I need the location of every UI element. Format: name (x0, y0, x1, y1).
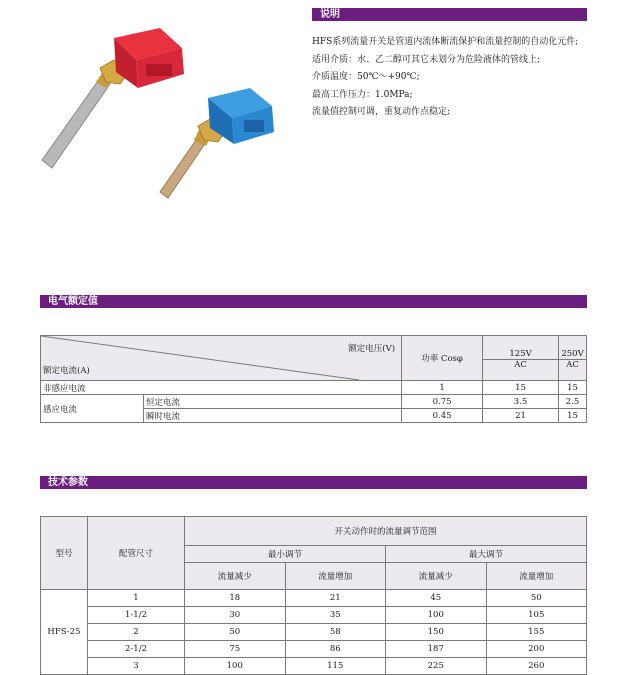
v125-cell: 21 (483, 409, 559, 423)
flow-range-header: 开关动作时的流量调节范围 (185, 517, 587, 546)
max-dec-cell: 45 (386, 590, 487, 607)
table-row (41, 395, 587, 409)
max-dec-cell: 225 (386, 658, 487, 675)
max-dec-cell: 187 (386, 641, 487, 658)
current-subtype-cell: 恒定电流 (144, 395, 402, 409)
max-inc-cell: 105 (486, 607, 587, 624)
model-cell: HFS-25 (41, 590, 88, 675)
blue-flow-switch-image (150, 80, 290, 200)
current-type-cell: 非感应电流 (41, 381, 402, 395)
min-inc-cell: 35 (285, 607, 386, 624)
description-section-bar: 说明 (312, 8, 587, 21)
max-inc-cell: 155 (486, 624, 587, 641)
max-dec-cell: 100 (386, 607, 487, 624)
electrical-ratings-section-bar: 电气额定值 (40, 295, 587, 308)
max-inc-cell: 260 (486, 658, 587, 675)
max-dec-cell: 150 (386, 624, 487, 641)
max-inc-cell: 50 (486, 590, 587, 607)
current-subtype-cell: 瞬时电流 (144, 409, 402, 423)
desc-line-5: 流量值控制可调，重复动作点稳定; (312, 107, 451, 117)
table-header-row (41, 517, 587, 546)
rated-current-label: 额定电流(A) (43, 366, 90, 376)
desc-line-1: HFS系列流量开关是管道内流体断流保护和流量控制的自动化元件; (312, 37, 579, 47)
current-type-cell: 感应电流 (41, 395, 144, 423)
table-row (41, 641, 587, 658)
technical-parameters-table (40, 516, 587, 675)
pipe-size-header: 配管尺寸 (88, 517, 185, 590)
electrical-ratings-table (40, 335, 587, 423)
min-inc-cell: 21 (285, 590, 386, 607)
v250-ac-label: AC (559, 359, 587, 380)
min-inc-cell: 115 (285, 658, 386, 675)
min-flow-increase-header: 流量增加 (285, 563, 386, 590)
v125-header: 125V (483, 336, 559, 360)
min-inc-cell: 86 (285, 641, 386, 658)
max-adjust-header: 最大调节 (386, 546, 587, 563)
diagonal-header-cell (41, 336, 402, 381)
desc-line-3: 介质温度：50℃～+90℃; (312, 72, 420, 82)
table-row (41, 590, 587, 607)
min-dec-cell: 100 (185, 658, 286, 675)
max-flow-decrease-header: 流量减少 (386, 563, 487, 590)
min-inc-cell: 58 (285, 624, 386, 641)
model-header: 型号 (41, 517, 88, 590)
max-inc-cell: 200 (486, 641, 587, 658)
rated-voltage-label: 额定电压(V) (348, 344, 396, 354)
pf-cell: 0.75 (402, 395, 483, 409)
v250-cell: 2.5 (559, 395, 587, 409)
power-factor-header: 功率 Cosφ (402, 336, 483, 381)
table-row (41, 658, 587, 675)
table-row (41, 607, 587, 624)
table-row (41, 624, 587, 641)
table-header-row (41, 336, 587, 360)
pf-cell: 1 (402, 381, 483, 395)
max-flow-increase-header: 流量增加 (486, 563, 587, 590)
pipe-cell: 2-1/2 (88, 641, 185, 658)
pf-cell: 0.45 (402, 409, 483, 423)
min-dec-cell: 50 (185, 624, 286, 641)
table-row (41, 381, 587, 395)
min-dec-cell: 75 (185, 641, 286, 658)
v125-cell: 15 (483, 381, 559, 395)
desc-line-2: 适用介质：水、乙二醇可其它未划分为危险液体的管线上; (312, 54, 541, 65)
pipe-cell: 3 (88, 658, 185, 675)
min-dec-cell: 18 (185, 590, 286, 607)
description-text (312, 34, 612, 122)
desc-line-4: 最高工作压力：1.0MPa; (312, 89, 413, 100)
v250-header: 250V (559, 336, 587, 360)
min-dec-cell: 30 (185, 607, 286, 624)
pipe-cell: 1-1/2 (88, 607, 185, 624)
pipe-cell: 1 (88, 590, 185, 607)
v125-cell: 3.5 (483, 395, 559, 409)
min-flow-decrease-header: 流量减少 (185, 563, 286, 590)
technical-parameters-section-bar: 技术参数 (40, 476, 587, 489)
v250-cell: 15 (559, 381, 587, 395)
min-adjust-header: 最小调节 (185, 546, 386, 563)
v250-cell: 15 (559, 409, 587, 423)
pipe-cell: 2 (88, 624, 185, 641)
v125-ac-label: AC (483, 359, 559, 380)
